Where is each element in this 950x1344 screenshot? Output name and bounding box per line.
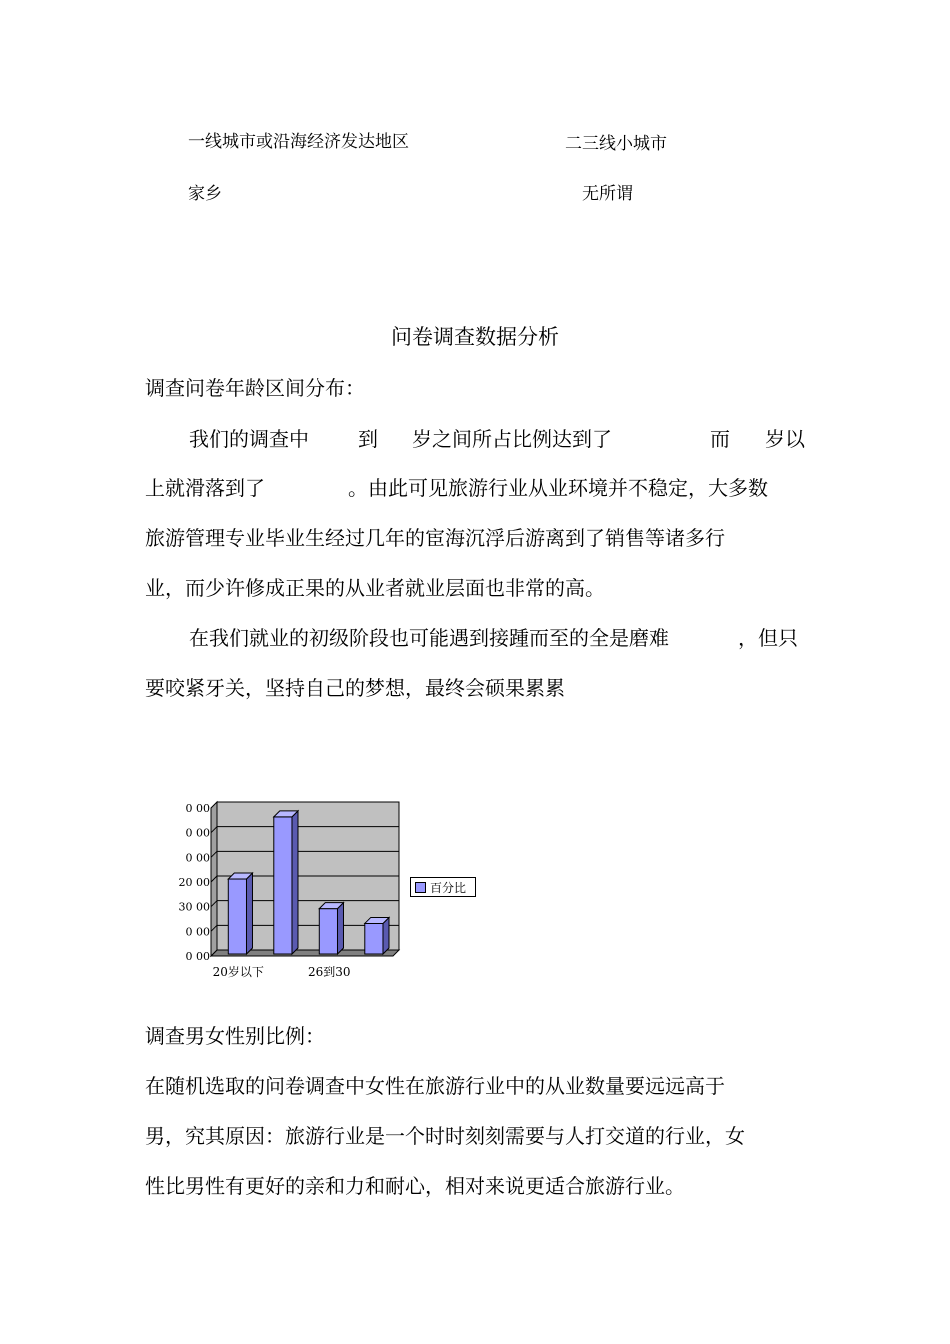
- age-paragraph-text: 到: [358, 427, 378, 451]
- bar: [228, 879, 246, 954]
- y-tick-label: 0 00: [185, 826, 210, 840]
- legend-swatch-icon: [415, 882, 426, 893]
- age-section-heading: 调查问卷年龄区间分布：: [145, 376, 365, 400]
- gender-section-heading: 调查男女性别比例：: [145, 1024, 325, 1048]
- option-no-preference: 无所谓: [582, 184, 633, 204]
- age-paragraph-text: ，但只: [738, 626, 798, 650]
- y-tick-label: 20 00: [178, 876, 210, 889]
- age-paragraph-text: 在我们就业的初级阶段也可能遇到接踵而至的全是磨难: [189, 626, 669, 650]
- x-tick-label: 20岁以下: [212, 965, 264, 979]
- age-paragraph-text: 业，而少许修成正果的从业者就业层面也非常的高。: [145, 576, 605, 600]
- bar-side: [337, 903, 343, 954]
- y-tick-label: 0 00: [185, 925, 210, 939]
- age-paragraph-text: 旅游管理专业毕业生经过几年的宦海沉浮后游离到了销售等诸多行: [145, 526, 725, 550]
- y-tick-label: 0 00: [185, 802, 210, 815]
- page-title: 问卷调查数据分析: [391, 325, 559, 349]
- bar: [319, 909, 337, 954]
- y-tick-label: 0 00: [185, 950, 210, 963]
- option-first-tier-city: 一线城市或沿海经济发达地区: [188, 132, 409, 152]
- bar-side: [246, 873, 252, 954]
- legend-label: 百分比: [430, 880, 467, 895]
- age-paragraph-text: 上就滑落到了: [145, 476, 265, 500]
- gender-paragraph-line: 男，究其原因：旅游行业是一个时时刻刻需要与人打交道的行业，女: [145, 1124, 745, 1148]
- age-paragraph-text: 要咬紧牙关，坚持自己的梦想，最终会硕果累累: [145, 676, 565, 700]
- option-hometown: 家乡: [188, 184, 222, 204]
- age-paragraph-text: 。由此可见旅游行业从业环境并不稳定，大多数: [348, 476, 768, 500]
- y-tick-label: 30 00: [178, 900, 210, 914]
- gender-paragraph-line: 性比男性有更好的亲和力和耐心，相对来说更适合旅游行业。: [145, 1174, 685, 1198]
- chart-legend: [410, 877, 476, 897]
- age-paragraph-text: 而: [710, 427, 730, 451]
- bar-side: [292, 811, 298, 954]
- bar: [274, 817, 292, 954]
- age-paragraph-text: 我们的调查中: [189, 427, 309, 451]
- x-tick-label: 26到30: [308, 965, 351, 979]
- option-small-city: 二三线小城市: [565, 134, 667, 154]
- age-paragraph-text: 岁以: [765, 427, 805, 451]
- gender-paragraph-line: 在随机选取的问卷调查中女性在旅游行业中的从业数量要远远高于: [145, 1074, 725, 1098]
- age-paragraph-text: 岁之间所占比例达到了: [412, 427, 612, 451]
- y-tick-label: 0 00: [185, 851, 210, 865]
- bar: [365, 923, 383, 954]
